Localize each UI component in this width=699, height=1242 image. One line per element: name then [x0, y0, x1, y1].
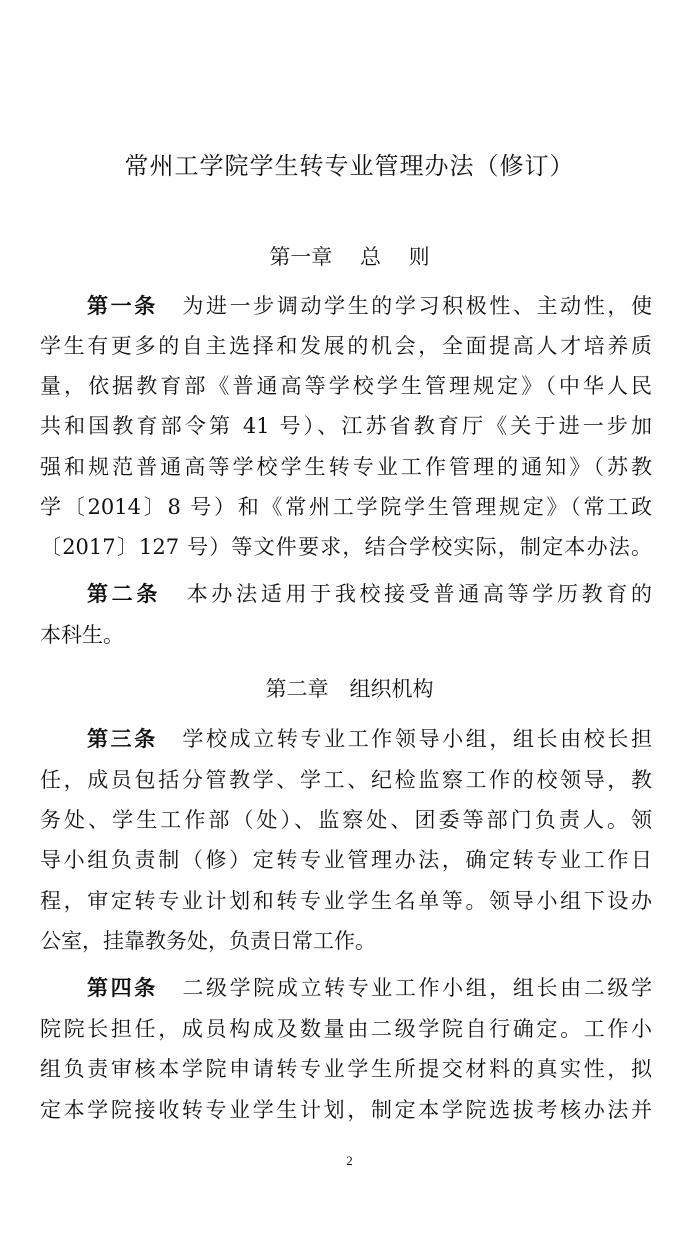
article-1-line-3: 量，依据教育部《普通高等学校学生管理规定》（中华人民 — [40, 374, 652, 398]
article-4-label: 第四条 — [87, 976, 158, 1000]
article-4-line-4: 定本学院接收转专业学生计划，制定本学院选拔考核办法并 — [40, 1098, 652, 1122]
article-3-line-3: 务处、学生工作部（处）、监察处、团委等部门负责人。领 — [40, 808, 652, 832]
article-3-text: 学校成立转专业工作领导小组，组长由校长担 — [179, 727, 653, 751]
article-1-label: 第一条 — [87, 294, 158, 318]
chapter-heading-2: 第二章 组织机构 — [265, 677, 434, 701]
article-3-line-6: 公室，挂靠教务处，负责日常工作。 — [40, 929, 376, 953]
article-2-text: 本办法适用于我校接受普通高等学历教育的 — [183, 582, 652, 606]
article-3-line-2: 任，成员包括分管教学、学工、纪检监察工作的校领导，教 — [40, 768, 652, 792]
article-3-line-4: 导小组负责制（修）定转专业管理办法，确定转专业工作日 — [40, 848, 652, 872]
article-4-line-1 — [87, 974, 652, 1002]
article-1-line-5: 强和规范普通高等学校学生转专业工作管理的通知》（苏教 — [40, 455, 652, 479]
article-3-label: 第三条 — [87, 727, 158, 751]
article-2-line-1 — [87, 580, 652, 608]
article-2-line-2: 本科生。 — [40, 623, 124, 647]
article-1-line-1 — [87, 292, 652, 320]
chapter-heading-1: 第一章 总 则 — [269, 245, 430, 269]
article-1-line-4: 共和国教育部令第 41 号）、江苏省教育厅《关于进一步加 — [40, 414, 652, 438]
article-1-line-6: 学〔2014〕8 号）和《常州工学院学生管理规定》（常工政 — [40, 495, 652, 519]
article-4-line-2: 院院长担任，成员构成及数量由二级学院自行确定。工作小 — [40, 1017, 652, 1041]
article-3-line-5: 程，审定转专业计划和转专业学生名单等。领导小组下设办 — [40, 889, 652, 913]
article-1-line-7: 〔2017〕127 号）等文件要求，结合学校实际，制定本办法。 — [40, 535, 652, 559]
article-1-text: 为进一步调动学生的学习积极性、主动性，使 — [179, 294, 653, 318]
article-4-text: 二级学院成立转专业工作小组，组长由二级学 — [179, 976, 653, 1000]
article-4-line-3: 组负责审核本学院申请转专业学生所提交材料的真实性，拟 — [40, 1057, 652, 1081]
article-1-line-2: 学生有更多的自主选择和发展的机会，全面提高人才培养质 — [40, 334, 652, 358]
article-2-label: 第二条 — [87, 582, 162, 606]
document-title: 常州工学院学生转专业管理办法（修订） — [124, 152, 575, 180]
page-number: 2 — [346, 1153, 353, 1168]
article-3-line-1 — [87, 725, 652, 753]
